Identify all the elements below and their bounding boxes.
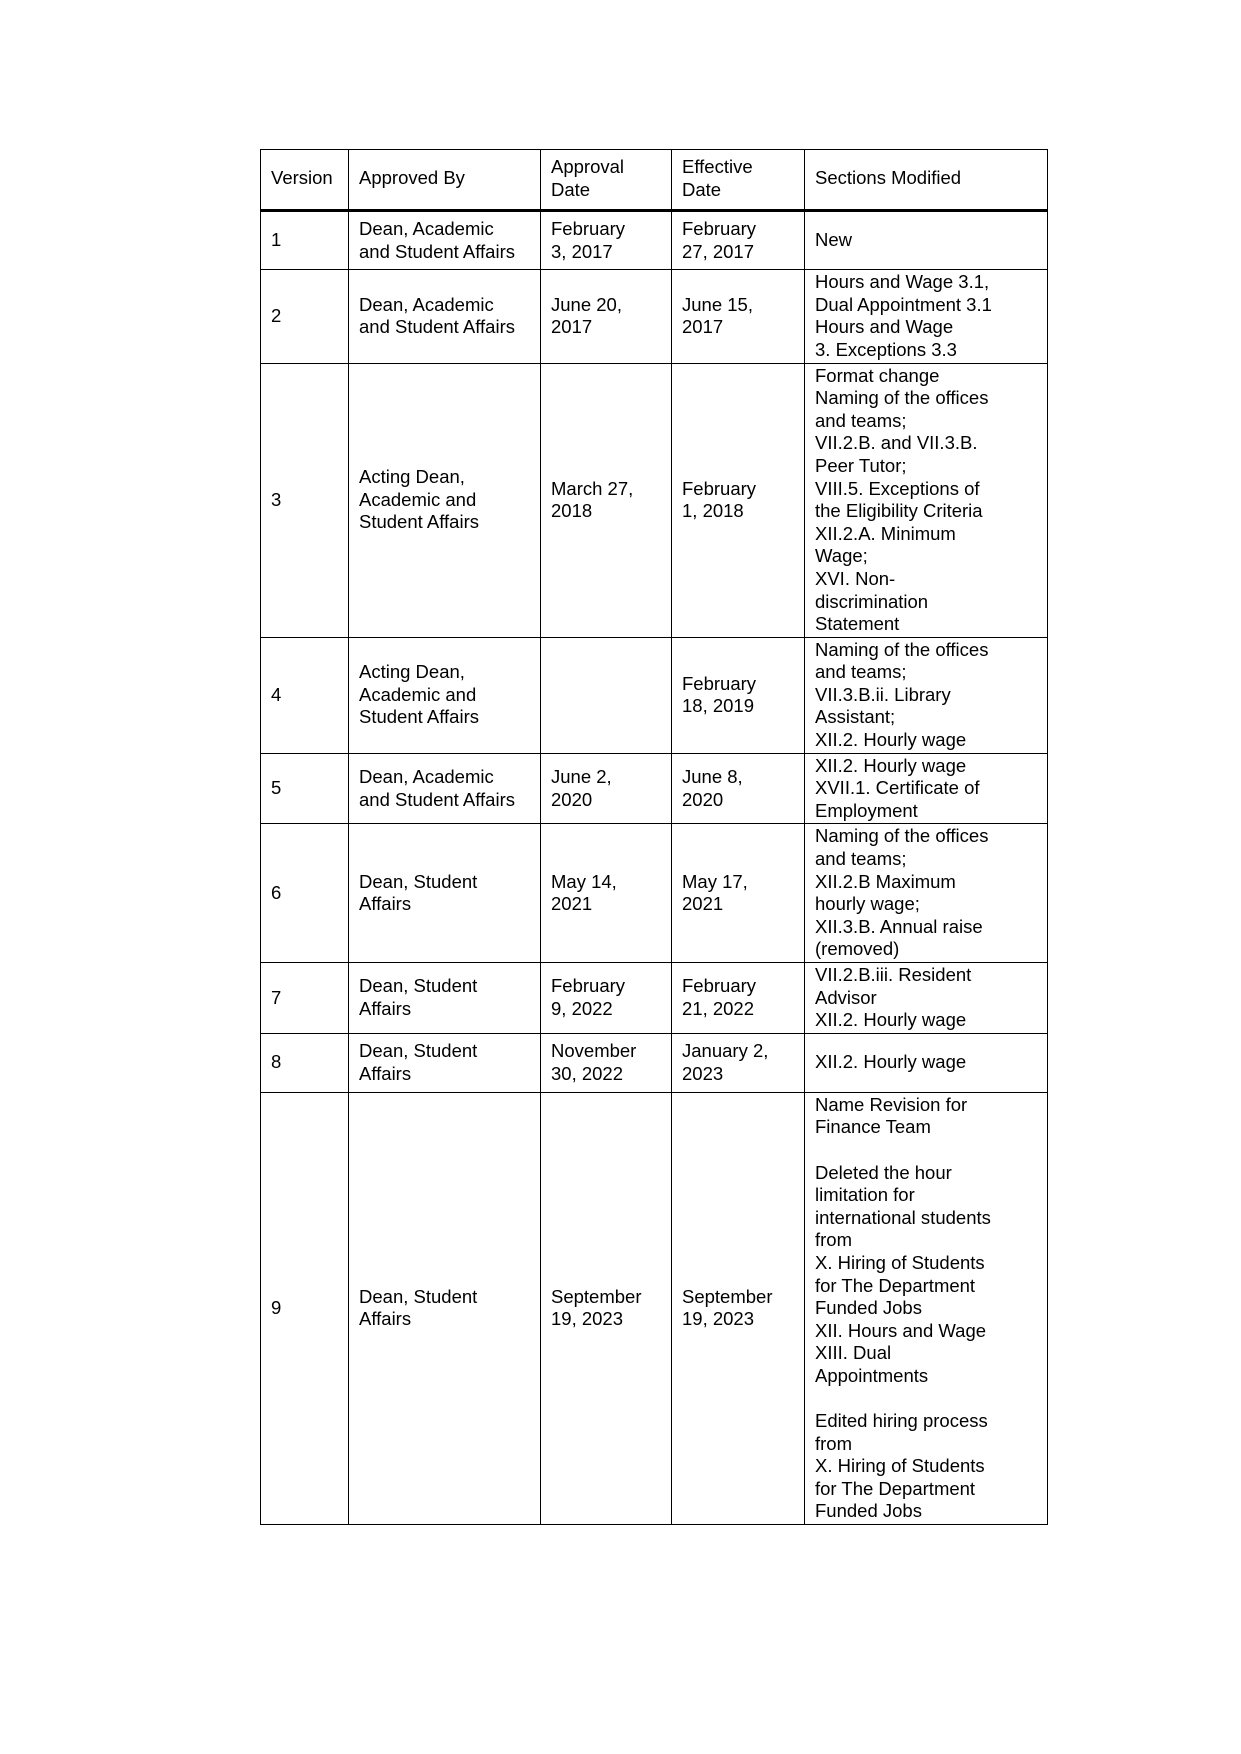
cell-approved-by: Dean, Student Affairs <box>349 1092 541 1524</box>
cell-approval-date: February 9, 2022 <box>541 963 672 1034</box>
table-row <box>261 963 1048 1034</box>
cell-version: 7 <box>261 963 349 1034</box>
cell-effective-date: February 27, 2017 <box>672 211 805 270</box>
table-row <box>261 753 1048 824</box>
cell-approved-by: Acting Dean, Academic and Student Affairs <box>349 637 541 753</box>
table-row <box>261 211 1048 270</box>
cell-approval-date: June 20, 2017 <box>541 270 672 363</box>
table-row <box>261 824 1048 963</box>
cell-effective-date: February 21, 2022 <box>672 963 805 1034</box>
cell-sections-modified: Format change Naming of the offices and teams; VII.2.B. and VII.3.B. Peer Tutor; VIII.5. Exceptions of the Eligibility Criteria XII.2.A. Minimum Wage; XVI. Non- discrimination Statement <box>805 363 1048 637</box>
cell-version: 6 <box>261 824 349 963</box>
cell-version: 8 <box>261 1033 349 1092</box>
cell-version: 5 <box>261 753 349 824</box>
cell-approval-date: May 14, 2021 <box>541 824 672 963</box>
cell-approval-date: March 27, 2018 <box>541 363 672 637</box>
table-row <box>261 1033 1048 1092</box>
cell-effective-date: February 1, 2018 <box>672 363 805 637</box>
cell-sections-modified: Naming of the offices and teams; XII.2.B Maximum hourly wage; XII.3.B. Annual raise (removed) <box>805 824 1048 963</box>
cell-version: 3 <box>261 363 349 637</box>
revision-history-table <box>260 149 1048 1525</box>
table-row <box>261 270 1048 363</box>
header-row <box>261 150 1048 211</box>
header-approved-by: Approved By <box>349 150 541 211</box>
header-version: Version <box>261 150 349 211</box>
cell-approved-by: Acting Dean, Academic and Student Affairs <box>349 363 541 637</box>
table-header <box>261 150 1048 211</box>
cell-approval-date: November 30, 2022 <box>541 1033 672 1092</box>
table-row <box>261 637 1048 753</box>
cell-approved-by: Dean, Student Affairs <box>349 1033 541 1092</box>
cell-approved-by: Dean, Student Affairs <box>349 824 541 963</box>
cell-approved-by: Dean, Academic and Student Affairs <box>349 270 541 363</box>
cell-approved-by: Dean, Academic and Student Affairs <box>349 753 541 824</box>
cell-approval-date: September 19, 2023 <box>541 1092 672 1524</box>
cell-sections-modified: Hours and Wage 3.1, Dual Appointment 3.1 Hours and Wage 3. Exceptions 3.3 <box>805 270 1048 363</box>
cell-sections-modified: Name Revision for Finance Team Deleted the hour limitation for international students from X. Hiring of Students for The Department Funded Jobs XII. Hours and Wage XIII. Dual Appointments Edited hiring process from X. Hiring of Students for The Department Funded Jobs <box>805 1092 1048 1524</box>
cell-sections-modified: XII.2. Hourly wage <box>805 1033 1048 1092</box>
cell-effective-date: June 15, 2017 <box>672 270 805 363</box>
cell-version: 4 <box>261 637 349 753</box>
cell-sections-modified: XII.2. Hourly wage XVII.1. Certificate of Employment <box>805 753 1048 824</box>
cell-sections-modified: New <box>805 211 1048 270</box>
cell-effective-date: May 17, 2021 <box>672 824 805 963</box>
cell-version: 1 <box>261 211 349 270</box>
cell-effective-date: September 19, 2023 <box>672 1092 805 1524</box>
cell-sections-modified: Naming of the offices and teams; VII.3.B.ii. Library Assistant; XII.2. Hourly wage <box>805 637 1048 753</box>
header-approval-date: Approval Date <box>541 150 672 211</box>
cell-approval-date: June 2, 2020 <box>541 753 672 824</box>
cell-version: 2 <box>261 270 349 363</box>
cell-sections-modified: VII.2.B.iii. Resident Advisor XII.2. Hourly wage <box>805 963 1048 1034</box>
table-row <box>261 363 1048 637</box>
cell-effective-date: February 18, 2019 <box>672 637 805 753</box>
cell-approval-date <box>541 637 672 753</box>
cell-effective-date: June 8, 2020 <box>672 753 805 824</box>
cell-approval-date: February 3, 2017 <box>541 211 672 270</box>
header-sections-modified: Sections Modified <box>805 150 1048 211</box>
header-effective-date: Effective Date <box>672 150 805 211</box>
cell-approved-by: Dean, Academic and Student Affairs <box>349 211 541 270</box>
cell-version: 9 <box>261 1092 349 1524</box>
table-body <box>261 211 1048 1525</box>
cell-approved-by: Dean, Student Affairs <box>349 963 541 1034</box>
cell-effective-date: January 2, 2023 <box>672 1033 805 1092</box>
table-row <box>261 1092 1048 1524</box>
